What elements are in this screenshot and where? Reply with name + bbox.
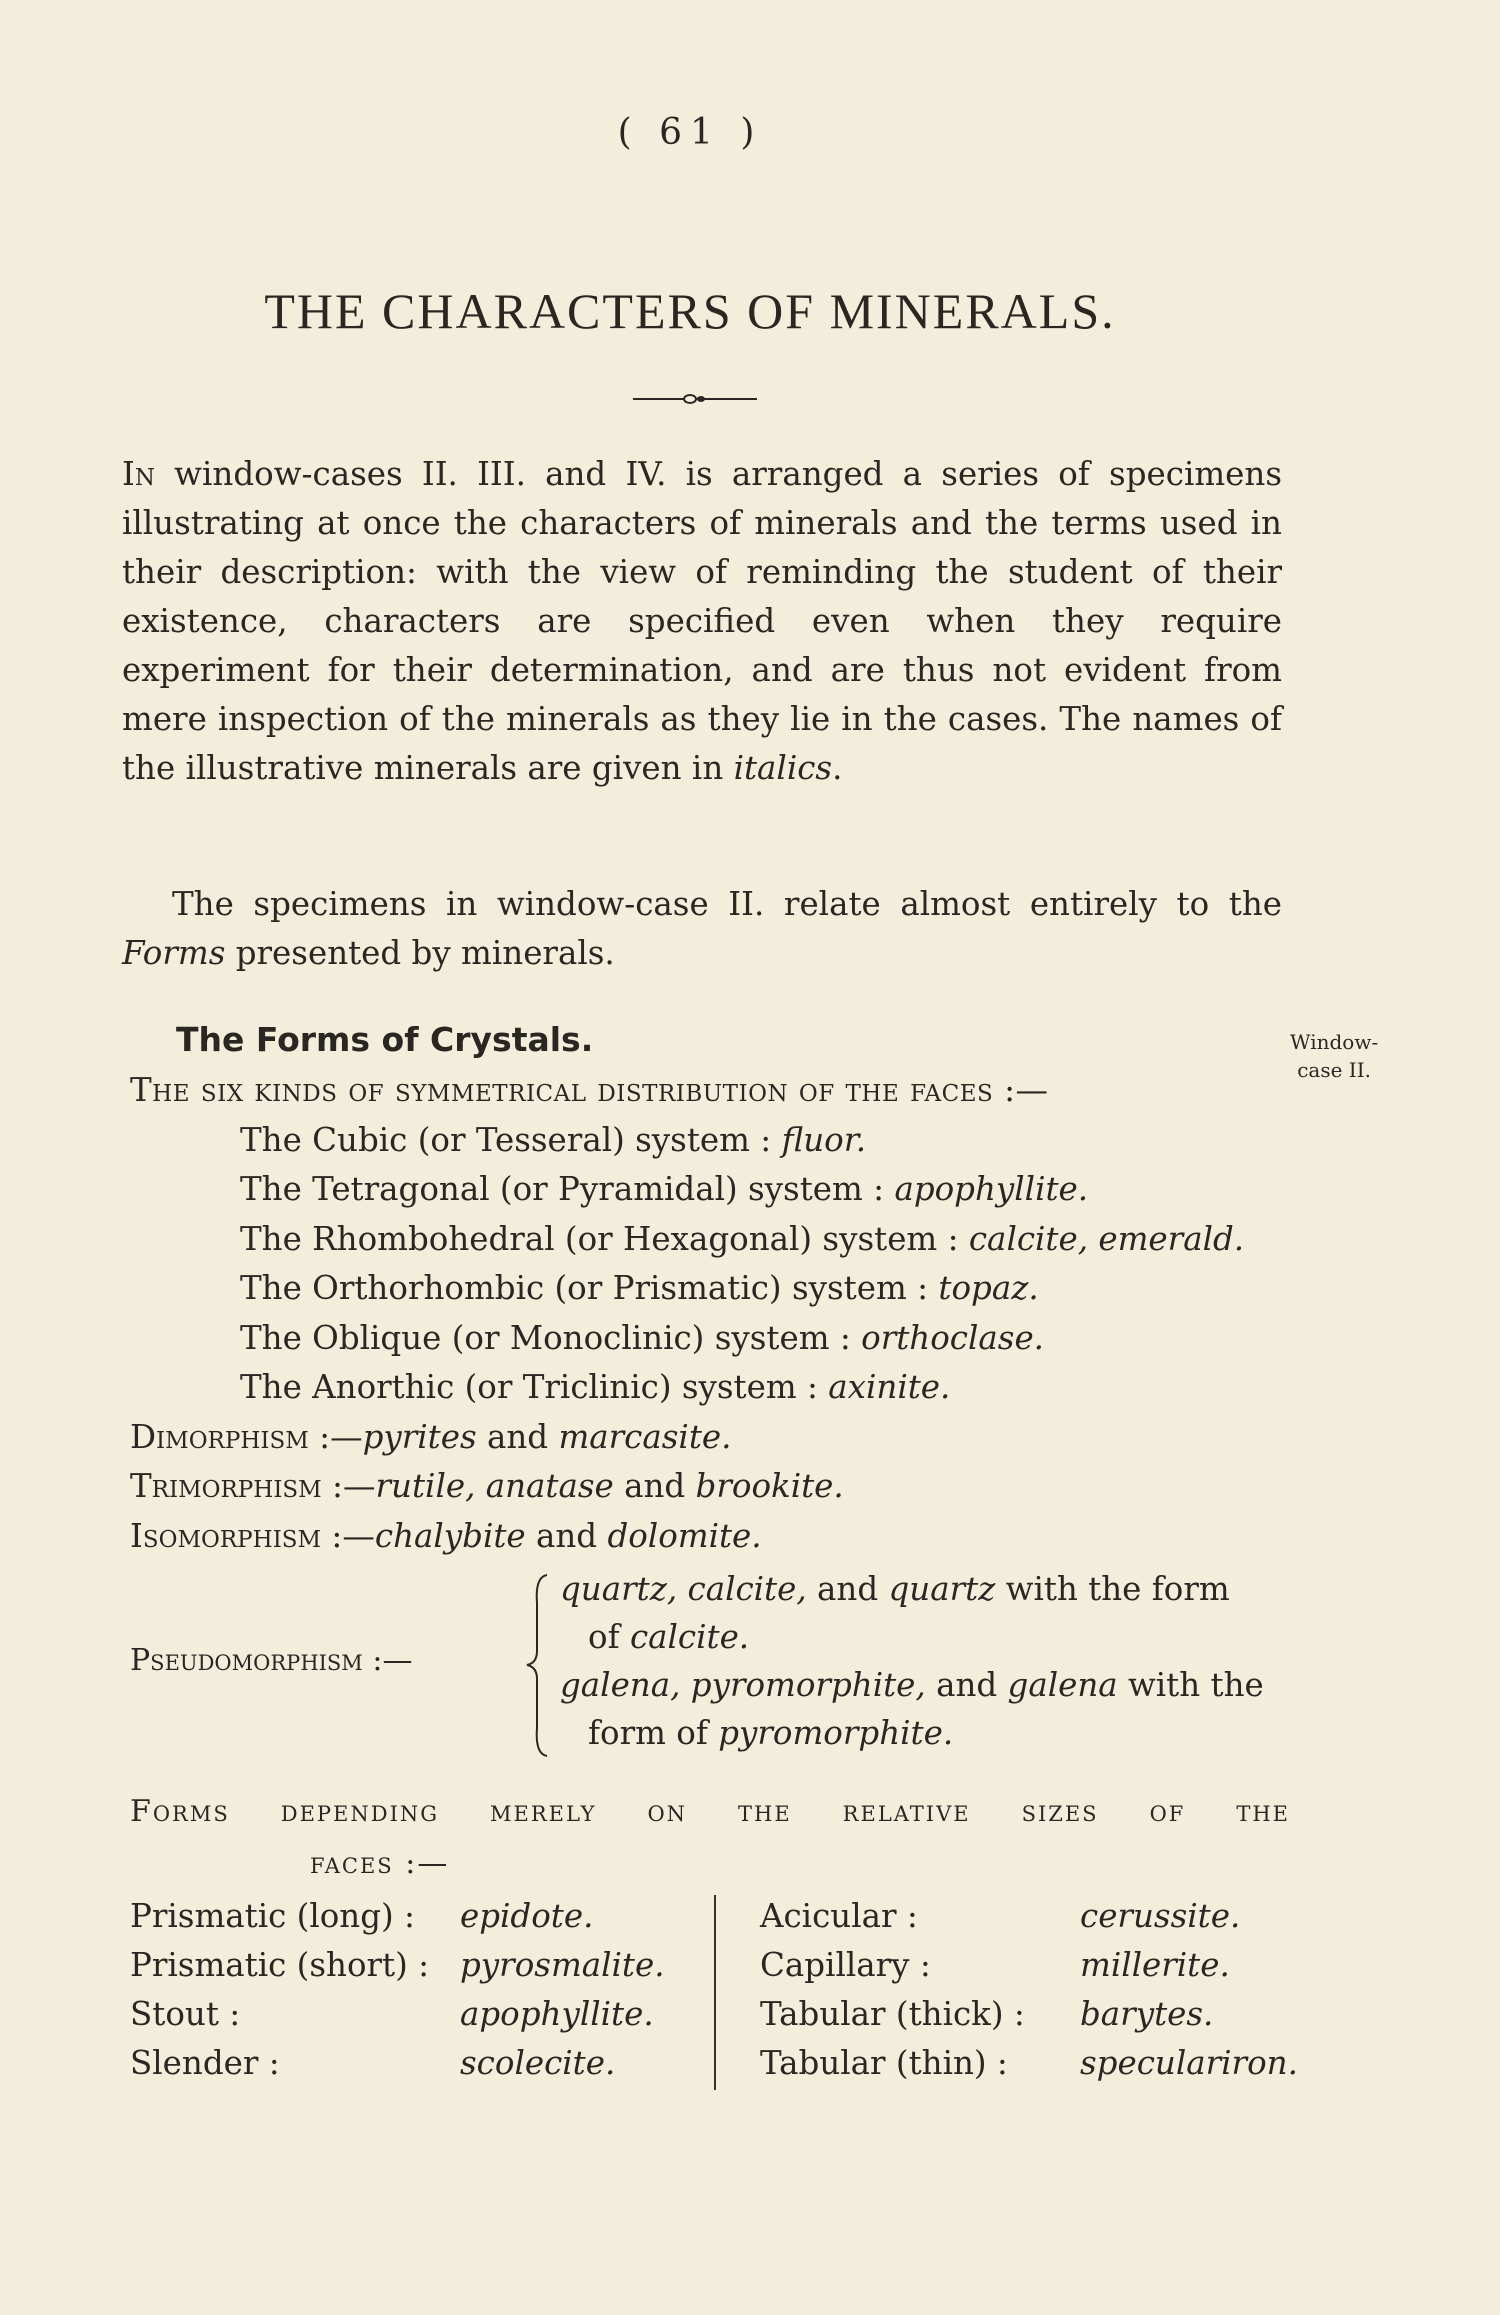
list-item <box>130 1116 1244 1166</box>
pseudo-text: and <box>925 1666 1008 1704</box>
pseudomorphism-label: Pseudomorphism :— <box>130 1643 413 1678</box>
size-label: Slender : <box>130 2044 280 2082</box>
system-mineral: orthoclase. <box>861 1318 1045 1357</box>
pseudo-text: of <box>588 1618 630 1656</box>
size-label: Prismatic (long) : <box>130 1897 415 1935</box>
table-row <box>760 2039 1300 2088</box>
intro-end: . <box>832 749 843 787</box>
system-mineral: topaz. <box>938 1269 1039 1307</box>
sizes-heading-cont: faces :— <box>310 1846 450 1881</box>
system-mineral: axinite. <box>828 1368 951 1406</box>
morphism-and: and <box>476 1417 559 1456</box>
para2-text: The specimens in window-case II. relate almost entirely to the <box>172 885 1282 923</box>
margin-note-line1: Window- <box>1290 1030 1379 1054</box>
list-item <box>130 1462 1244 1512</box>
pseudo-line <box>560 1661 1264 1709</box>
pseudo-mineral: galena, pyromorphite, <box>560 1666 926 1704</box>
title-divider <box>633 393 757 397</box>
pseudo-text: with the <box>1117 1666 1264 1704</box>
table-row <box>130 1990 690 2039</box>
size-mineral: scolecite. <box>460 2044 616 2082</box>
table-row <box>130 1892 690 1941</box>
size-mineral: apophyllite. <box>460 1995 654 2033</box>
size-label: Tabular (thick) : <box>760 1995 1025 2033</box>
system-label: The Tetragonal (or Pyramidal) system : <box>240 1170 895 1208</box>
morphism-mineral: brookite. <box>695 1467 844 1505</box>
size-mineral: epidote. <box>460 1897 594 1935</box>
pseudo-line <box>560 1565 1264 1613</box>
list-item <box>130 1215 1244 1265</box>
table-row <box>130 1941 690 1990</box>
list-item <box>130 1512 1244 1562</box>
intro-lead: In <box>122 455 155 493</box>
system-label: The Anorthic (or Triclinic) system : <box>240 1368 829 1406</box>
pseudo-text: with the form <box>995 1570 1230 1608</box>
page-title: THE CHARACTERS OF MINERALS. <box>264 283 1116 339</box>
size-label: Stout : <box>130 1995 241 2033</box>
morphism-and: and <box>613 1467 696 1505</box>
table-row <box>760 1892 1300 1941</box>
system-label: The Cubic (or Tesseral) system : <box>240 1120 782 1159</box>
pseudo-mineral: pyromorphite. <box>718 1714 954 1752</box>
size-label: Tabular (thin) : <box>760 2044 1008 2082</box>
size-label: Prismatic (short) : <box>130 1946 430 1984</box>
pseudo-text: form of <box>588 1714 719 1752</box>
intro-paragraph <box>122 450 1282 793</box>
list-item <box>130 1314 1244 1364</box>
sizes-heading: Forms depending merely on the relative sizes of the <box>130 1794 1290 1829</box>
sizes-left-column <box>130 1892 690 2088</box>
system-label: The Orthorhombic (or Prismatic) system : <box>240 1269 939 1307</box>
pseudomorphism-block <box>130 1565 1290 1765</box>
system-mineral: apophyllite. <box>894 1170 1089 1208</box>
symmetry-heading: The six kinds of symmetrical distribution of the faces :— <box>130 1071 1049 1109</box>
list-item <box>130 1264 1244 1314</box>
size-mineral: millerite. <box>1080 1946 1230 1984</box>
window-case-paragraph <box>122 880 1282 978</box>
list-item <box>130 1413 1244 1463</box>
size-label: Acicular : <box>760 1897 918 1935</box>
system-label: The Oblique (or Monoclinic) system : <box>240 1318 862 1357</box>
pseudo-mineral: quartz, calcite, <box>560 1570 807 1608</box>
size-mineral: pyrosmalite. <box>460 1946 665 1984</box>
crystal-systems-list <box>130 1066 1244 1561</box>
morphism-mineral: rutile, anatase <box>375 1467 614 1505</box>
size-mineral: speculariron. <box>1080 2044 1298 2082</box>
column-divider <box>714 1895 716 2090</box>
sizes-right-column <box>760 1892 1300 2088</box>
curly-brace-icon <box>525 1573 551 1758</box>
pseudo-mineral: calcite. <box>629 1618 750 1656</box>
morphism-and: and <box>525 1516 608 1555</box>
para2-italic: Forms <box>122 934 226 972</box>
morphism-label: Trimorphism :— <box>130 1467 376 1505</box>
pseudo-mineral: galena <box>1007 1666 1118 1704</box>
para2-end: presented by minerals. <box>225 934 615 972</box>
system-mineral: calcite, emerald. <box>968 1219 1245 1258</box>
table-row <box>760 1941 1300 1990</box>
page-number: ( 61 ) <box>617 112 763 153</box>
system-label: The Rhombohedral (or Hexagonal) system : <box>240 1219 969 1258</box>
pseudo-mineral: quartz <box>888 1570 996 1608</box>
list-item <box>130 1363 1244 1413</box>
morphism-mineral: dolomite. <box>607 1516 762 1555</box>
pseudo-line <box>560 1709 1264 1757</box>
size-mineral: barytes. <box>1080 1995 1214 2033</box>
margin-note-line2: case II. <box>1297 1058 1371 1082</box>
margin-note <box>1290 1028 1378 1084</box>
system-mineral: fluor. <box>781 1120 867 1159</box>
list-item <box>130 1165 1244 1215</box>
size-label: Capillary : <box>760 1946 931 1984</box>
size-mineral: cerussite. <box>1080 1897 1241 1935</box>
table-row <box>130 2039 690 2088</box>
morphism-mineral: chalybite <box>374 1516 526 1555</box>
pseudomorphism-lines <box>560 1565 1264 1757</box>
morphism-label: Isomorphism :— <box>130 1516 375 1555</box>
morphism-mineral: pyrites <box>362 1417 477 1456</box>
forms-of-crystals-heading: The Forms of Crystals. <box>176 1020 594 1059</box>
intro-text: window-cases II. III. and IV. is arranged a series of specimens illustrating at once the characters of minerals and the terms used in their description: with the view of reminding the student of their existence, characters are specified even when they require experiment for their determination, and are thus not evident from mere inspection of the minerals as they lie in the cases. The names of the illustrative minerals are given in <box>122 455 1282 787</box>
morphism-label: Dimorphism :— <box>130 1417 363 1456</box>
pseudo-line <box>560 1613 1264 1661</box>
intro-italic: italics <box>733 749 833 787</box>
table-row <box>760 1990 1300 2039</box>
pseudo-text: and <box>806 1570 889 1608</box>
morphism-mineral: marcasite. <box>558 1417 732 1456</box>
